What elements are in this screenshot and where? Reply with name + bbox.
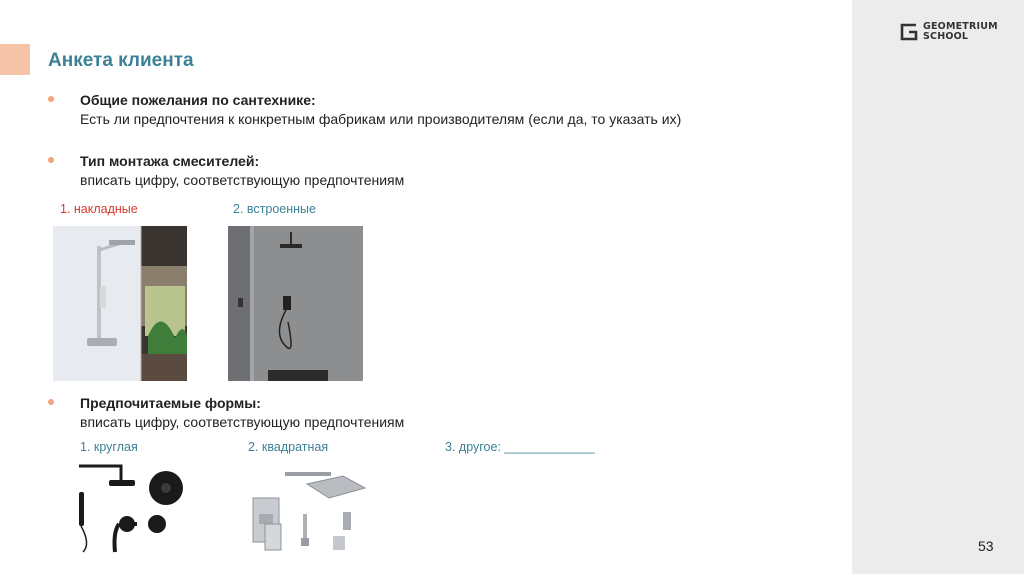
section-heading: Тип монтажа смесителей: [80,153,260,169]
section-heading: Общие пожелания по сантехнике: [80,92,316,108]
right-sidebar [852,0,1024,574]
option-square: 2. квадратная [248,440,329,454]
bullet-icon [48,399,54,405]
round-mixer-image [65,462,190,554]
surface-mounted-shower-image [53,226,187,381]
bullet-icon [48,96,54,102]
section-text: Есть ли предпочтения к конкретным фабрикам или производителям (если да, то указать их) [80,111,682,127]
section-text: вписать цифру, соответствующую предпочтениям [80,172,405,188]
page-title: Анкета клиента [48,50,194,71]
built-in-shower-image [228,226,363,381]
section-heading: Предпочитаемые формы: [80,395,261,411]
geometrium-logo-icon [900,23,918,41]
brand-logo [900,22,998,42]
option-surface-mounted: 1. накладные [60,202,138,216]
bullet-icon [48,157,54,163]
accent-block [0,44,30,75]
page-number: 53 [978,538,994,554]
option-built-in: 2. встроенные [233,202,316,216]
option-round: 1. круглая [80,440,138,454]
square-mixer-image [245,466,370,556]
brand-line-2: SCHOOL [923,31,969,42]
section-text: вписать цифру, соответствующую предпочтениям [80,414,405,430]
brand-line-1: GEOMETRIUM [923,21,998,32]
option-other: 3. другое: _____________ [445,440,595,454]
